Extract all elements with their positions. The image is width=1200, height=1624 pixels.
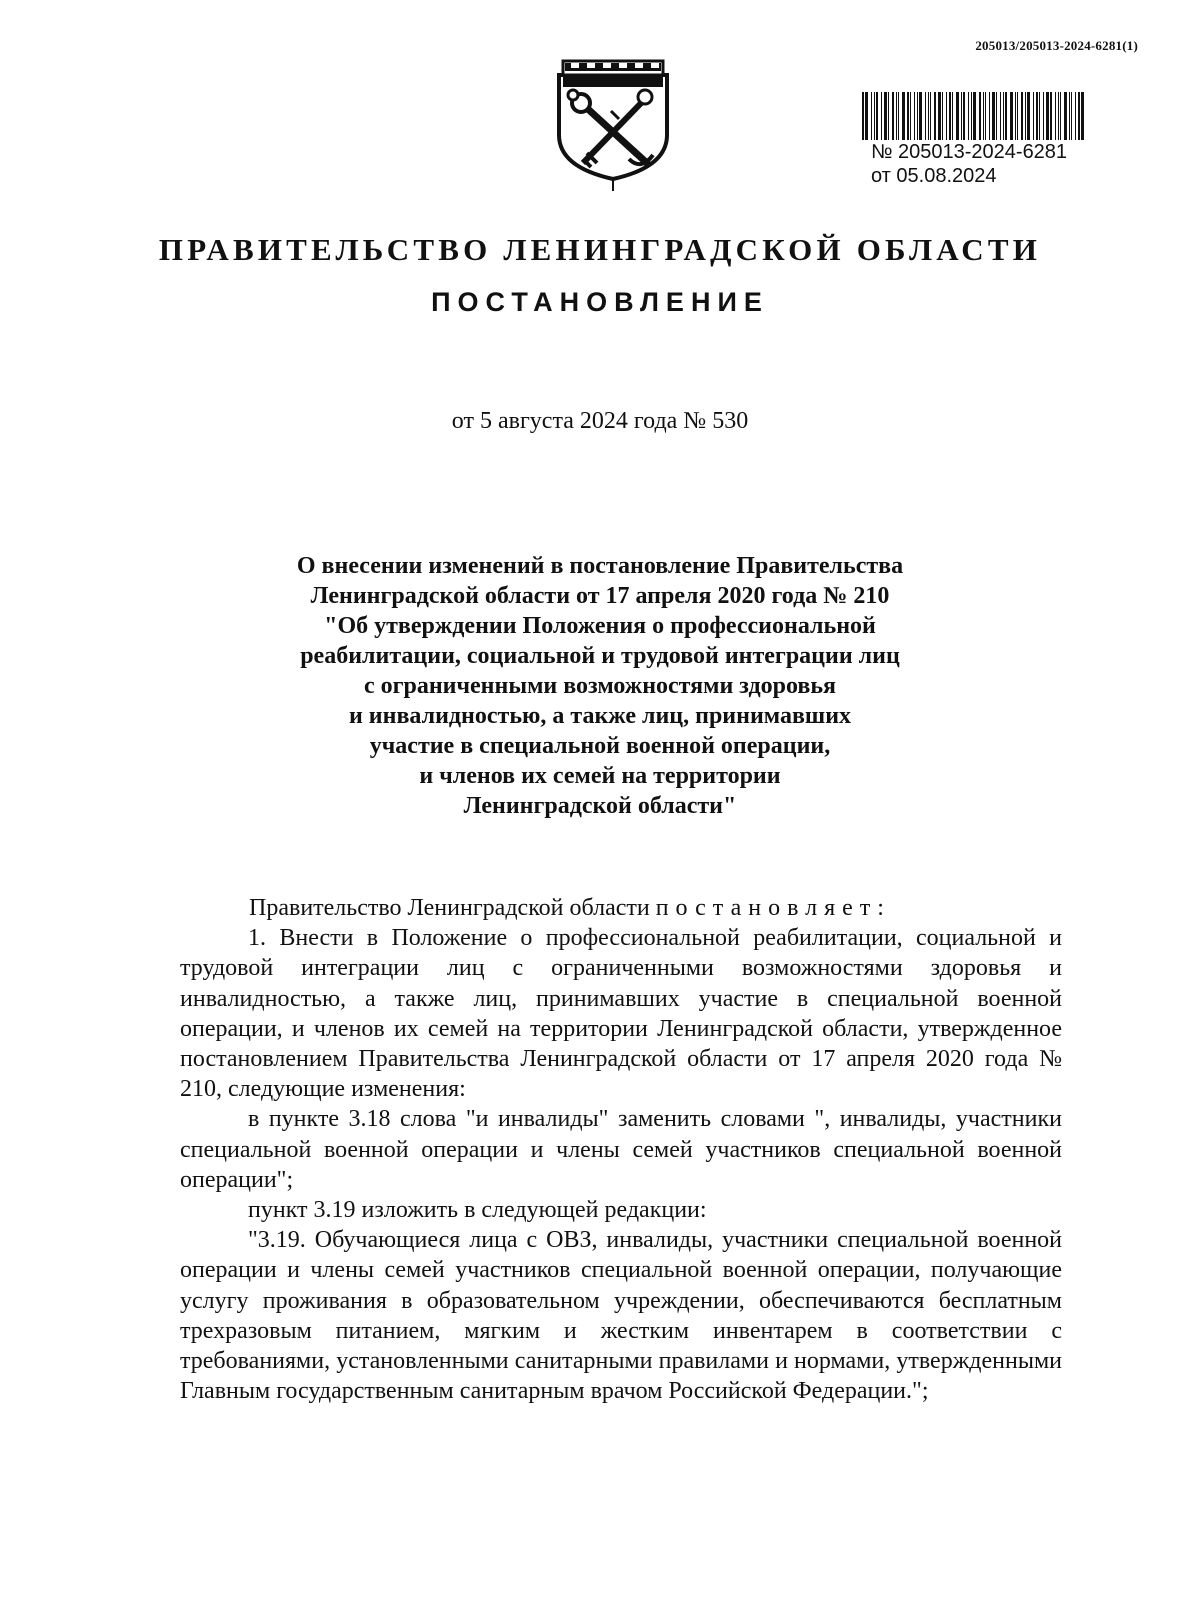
barcode-bar bbox=[865, 92, 868, 140]
barcode-bar bbox=[979, 92, 981, 140]
barcode-bar bbox=[917, 92, 918, 140]
barcode-bar bbox=[1081, 92, 1084, 140]
barcode-bar bbox=[1064, 92, 1067, 140]
barcode-bar bbox=[888, 92, 889, 140]
barcode-bar bbox=[910, 92, 911, 140]
barcode-bar bbox=[961, 92, 962, 140]
barcode-bar bbox=[1010, 92, 1013, 140]
barcode-bar bbox=[968, 92, 969, 140]
body-paragraph: 1. Внести в Положение о профессиональной реабилитации, социальной и трудовой интеграции лиц с ограниченными возможностями здоровья и инвалидностью, а также лиц, принимавших участие в специальной военной операции, и членов их семей на территории Ленинградской области, утвержденное постановлением Правительства Ленинградской области от 17 апреля 2020 года № 210, следующие изменения: bbox=[180, 925, 1062, 1103]
barcode-bar bbox=[907, 92, 909, 140]
document-type: ПОСТАНОВЛЕНИЕ bbox=[431, 287, 769, 317]
barcode-bar bbox=[925, 92, 926, 140]
barcode-bar bbox=[1055, 92, 1056, 140]
subject-line: и членов их семей на территории bbox=[419, 763, 781, 789]
barcode-bar bbox=[1039, 92, 1040, 140]
barcode-bar bbox=[1046, 92, 1049, 140]
subject-line: О внесении изменений в постановление Правительства bbox=[296, 553, 904, 579]
resolving-clause bbox=[180, 893, 1062, 923]
registration-date: от 05.08.2024 bbox=[871, 165, 997, 187]
subject-line: с ограниченными возможностями здоровья bbox=[363, 673, 837, 699]
barcode-bar bbox=[898, 92, 899, 140]
barcode-bar bbox=[985, 92, 986, 140]
body-paragraph: в пункте 3.18 слова "и инвалиды" заменить словами ", инвалиды, участники специальной военной операции и члены семей участников специальной военной операции"; bbox=[180, 1106, 1062, 1193]
registration-block bbox=[860, 92, 1090, 188]
barcode-bar bbox=[1043, 92, 1044, 140]
subject-line: и инвалидностью, а также лиц, принимавших bbox=[348, 703, 852, 729]
barcode-bar bbox=[862, 92, 864, 140]
barcode-bar bbox=[1075, 92, 1076, 140]
barcode-bar bbox=[1069, 92, 1070, 140]
subject-line: Ленинградской области" bbox=[463, 793, 737, 819]
barcode-bar bbox=[1078, 92, 1080, 140]
barcode-bar bbox=[952, 92, 953, 140]
subject-line: реабилитации, социальной и трудовой интеграции лиц bbox=[300, 643, 900, 669]
barcode-bar bbox=[919, 92, 922, 140]
barcode-bar bbox=[946, 92, 947, 140]
barcode-bar bbox=[871, 92, 872, 140]
barcode-bar bbox=[892, 92, 894, 140]
barcode-bar bbox=[956, 92, 959, 140]
barcode-bar bbox=[1071, 92, 1072, 140]
subject-line: участие в специальной военной операции, bbox=[369, 733, 831, 759]
document-date-number: от 5 августа 2024 года № 530 bbox=[451, 408, 749, 434]
barcode-bar bbox=[971, 92, 972, 140]
barcode-bar bbox=[884, 92, 887, 140]
barcode-bar bbox=[934, 92, 936, 140]
barcode-bar bbox=[1027, 92, 1030, 140]
barcode-bar bbox=[914, 92, 915, 140]
barcode-bar bbox=[1036, 92, 1038, 140]
leningrad-oblast-emblem-icon bbox=[553, 55, 673, 193]
subject-line: "Об утверждении Положения о профессиональной bbox=[324, 613, 876, 639]
barcode-bar bbox=[1015, 92, 1016, 140]
barcode-bar bbox=[992, 92, 995, 140]
barcode-bar bbox=[881, 92, 882, 140]
barcode-bar bbox=[1021, 92, 1023, 140]
resolving-verb: постановляет: bbox=[655, 895, 891, 921]
barcode bbox=[860, 92, 1090, 140]
barcode-bar bbox=[949, 92, 951, 140]
document-subject bbox=[240, 551, 960, 821]
barcode-bar bbox=[896, 92, 897, 140]
document-body bbox=[180, 893, 1062, 1406]
barcode-bar bbox=[902, 92, 905, 140]
subject-line: Ленинградской области от 17 апреля 2020 года № 210 bbox=[310, 583, 890, 609]
barcode-bar bbox=[876, 92, 878, 140]
barcode-bar bbox=[996, 92, 997, 140]
barcode-bar bbox=[973, 92, 976, 140]
barcode-bar bbox=[930, 92, 931, 140]
barcode-bar bbox=[1000, 92, 1001, 140]
barcode-bar bbox=[1058, 92, 1059, 140]
barcode-bar bbox=[874, 92, 875, 140]
barcode-bar bbox=[928, 92, 929, 140]
barcode-bar bbox=[1033, 92, 1034, 140]
barcode-bar bbox=[1050, 92, 1052, 140]
barcode-bar bbox=[1003, 92, 1004, 140]
barcode-bar bbox=[983, 92, 984, 140]
barcode-bar bbox=[938, 92, 941, 140]
barcode-bar bbox=[1017, 92, 1018, 140]
body-paragraph: пункт 3.19 изложить в следующей редакции: bbox=[248, 1197, 707, 1224]
body-paragraph: "3.19. Обучающиеся лица с ОВЗ, инвалиды, участники специальной военной операции и члены семей участников специальной военной операции, получающие услугу проживания в образовательном учреждении, обеспечиваются бесплатным трехразовым питанием, мягким и жестким инвентарем в соответствии с требованиями, установленными санитарными правилами и нормами, утвержденными Главным государственным санитарным врачом Российской Федерации."; bbox=[180, 1227, 1062, 1405]
government-title: ПРАВИТЕЛЬСТВО ЛЕНИНГРАДСКОЙ ОБЛАСТИ bbox=[158, 232, 1042, 267]
barcode-bar bbox=[1060, 92, 1061, 140]
barcode-bar bbox=[1025, 92, 1026, 140]
barcode-bar bbox=[989, 92, 990, 140]
resolving-subject: Правительство Ленинградской области bbox=[249, 895, 650, 921]
document-id: 205013/205013-2024-6281(1) bbox=[975, 38, 1138, 53]
barcode-bar bbox=[942, 92, 943, 140]
registration-number: № 205013-2024-6281 bbox=[871, 141, 1068, 163]
barcode-bar bbox=[963, 92, 965, 140]
barcode-bar bbox=[1005, 92, 1007, 140]
